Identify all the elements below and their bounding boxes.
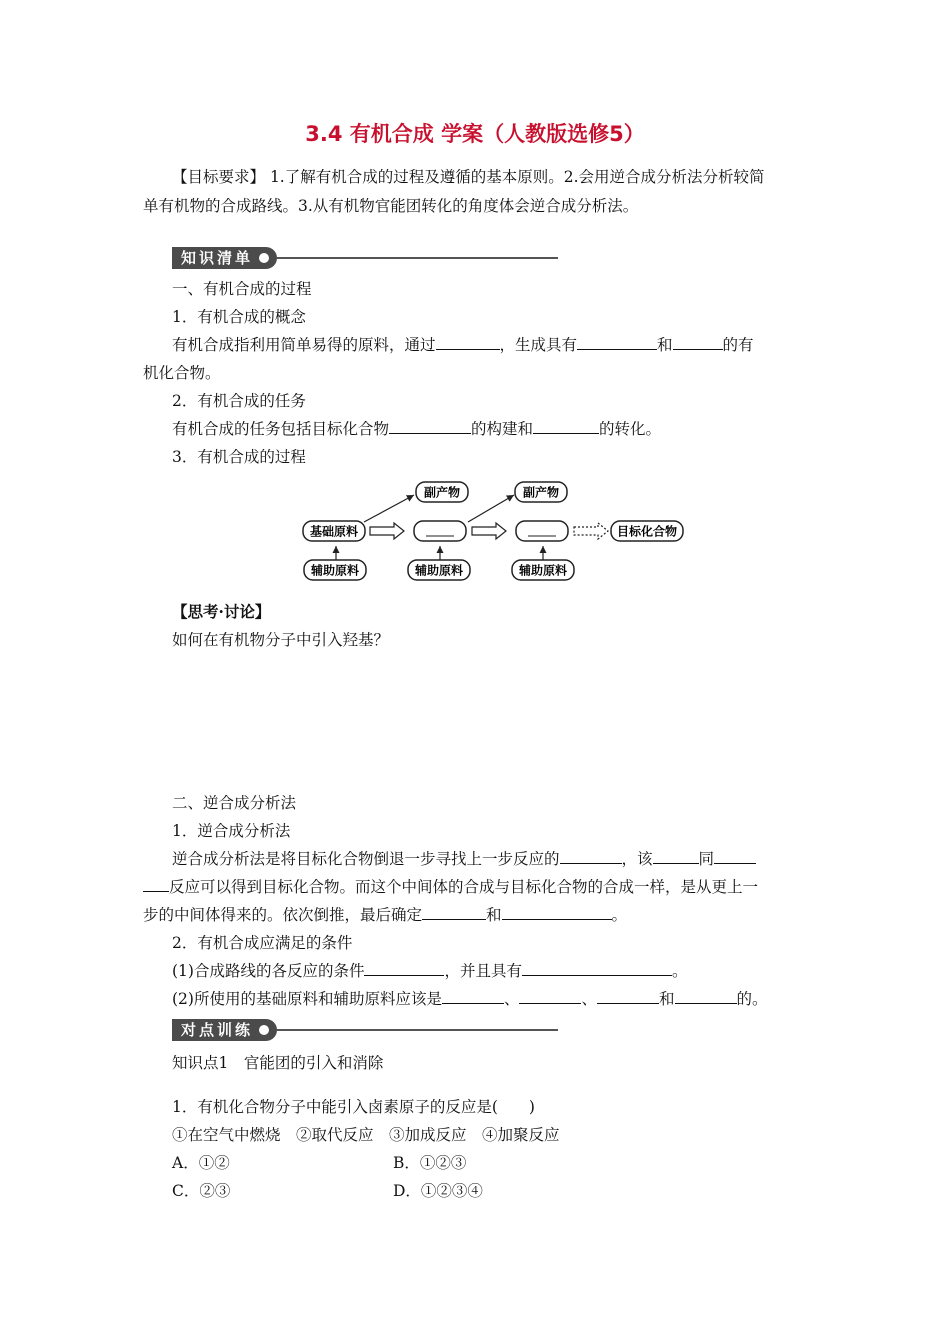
fill-blank[interactable] (364, 960, 444, 976)
text-run: 步的中间体得来的。依次倒推，最后确定 (143, 906, 423, 924)
fill-blank[interactable] (675, 988, 737, 1004)
banner-label: 知识清单 (181, 249, 254, 267)
aux-label-1: 辅助原料 (310, 563, 360, 578)
aux-material-box-1 (304, 560, 366, 580)
fill-blank[interactable] (442, 988, 504, 1004)
aux-material-box-2 (408, 560, 470, 580)
section1-item1-title: 1．有机合成的概念 (172, 308, 306, 326)
page-title: 3.4 有机合成 学案（人教版选修5） (305, 122, 645, 146)
synthesis-process-diagram (300, 478, 690, 584)
text-run: 和 (659, 990, 675, 1008)
knowledge-point: 知识点1 官能团的引入和消除 (172, 1054, 384, 1072)
text-run: 同 (698, 850, 715, 868)
base-material-box (303, 521, 365, 541)
text-run: ，该 (621, 850, 653, 868)
targeted-training-banner (172, 1018, 558, 1042)
text-run: 。 (611, 906, 628, 924)
text-run: 的转化。 (599, 420, 662, 438)
fill-blank[interactable] (522, 960, 672, 976)
section2-p3 (143, 904, 627, 926)
text-run: 逆合成分析法是将目标化合物倒退一步寻找上一步反应的 (172, 850, 560, 868)
question-1-items: ①在空气中燃烧 ②取代反应 ③加成反应 ④加聚反应 (172, 1126, 560, 1144)
section1-item1-text-cont: 机化合物。 (143, 364, 221, 382)
discussion-question: 如何在有机物分子中引入羟基？ (172, 631, 390, 649)
option-d[interactable]: D．①②③④ (393, 1182, 483, 1200)
aux-label-3: 辅助原料 (518, 563, 568, 578)
objectives-line-2: 单有机物的合成路线。3.从有机物官能团转化的角度体会逆合成分析法。 (143, 197, 639, 215)
aux-label-2: 辅助原料 (414, 563, 464, 578)
objectives-line-1 (172, 166, 765, 188)
section2-heading: 二、逆合成分析法 (172, 794, 297, 812)
text-run: 、 (503, 990, 520, 1008)
section1-heading: 一、有机合成的过程 (172, 280, 312, 298)
banner-tag (172, 247, 277, 269)
banner-label: 对点训练 (181, 1021, 254, 1039)
fill-blank[interactable] (597, 988, 659, 1004)
objectives-text-1: 1.了解有机合成的过程及遵循的基本原则。2.会用逆合成分析法分析较简 (265, 168, 765, 186)
fill-blank[interactable] (389, 418, 471, 434)
dashed-arrow-icon (574, 523, 608, 539)
hollow-arrow-icon-2 (472, 523, 506, 539)
section1-item2-text (172, 418, 661, 440)
text-run: 的。 (736, 990, 768, 1008)
section1-item2-title: 2．有机合成的任务 (172, 392, 306, 410)
target-compound-box (611, 521, 683, 541)
section2-condition-1 (172, 960, 688, 982)
byproduct-label-1: 副产物 (423, 485, 461, 500)
fill-blank[interactable] (519, 988, 581, 1004)
text-run: 有机合成指利用简单易得的原料，通过 (172, 336, 436, 354)
text-run: 的构建和 (471, 420, 534, 438)
base-material-label: 基础原料 (309, 524, 359, 539)
section2-p1 (172, 848, 756, 870)
fill-blank[interactable] (422, 904, 486, 920)
text-run: 和 (486, 906, 502, 924)
arrow-to-byproduct-1 (364, 495, 414, 522)
byproduct-box-2 (515, 482, 567, 502)
arrow-to-byproduct-2 (468, 495, 514, 522)
banner-rule (277, 1029, 558, 1031)
fill-blank[interactable] (673, 334, 723, 350)
question-1: 1．有机化合物分子中能引入卤素原子的反应是( ) (172, 1098, 535, 1116)
option-b[interactable]: B．①②③ (393, 1154, 467, 1172)
fill-blank[interactable] (533, 418, 599, 434)
dot-icon (259, 253, 269, 263)
objectives-label: 【目标要求】 (172, 168, 266, 186)
fill-blank[interactable] (714, 848, 756, 864)
banner-tag (172, 1019, 277, 1041)
text-run: (2)所使用的基础原料和辅助原料应该是 (172, 990, 442, 1008)
knowledge-list-banner (172, 246, 558, 270)
section2-p2 (143, 876, 758, 898)
option-c[interactable]: C．②③ (172, 1182, 231, 1200)
fill-blank[interactable] (502, 904, 612, 920)
text-run: 和 (657, 336, 673, 354)
section2-item2-title: 2．有机合成应满足的条件 (172, 934, 353, 952)
fill-blank[interactable] (653, 848, 699, 864)
text-run: ，生成具有 (499, 336, 578, 354)
fill-blank[interactable] (143, 876, 169, 892)
text-run: (1)合成路线的各反应的条件 (172, 962, 365, 980)
text-run: 、 (581, 990, 597, 1008)
text-run: ，并且具有 (444, 962, 522, 980)
intermediate-box-1 (414, 521, 466, 541)
dot-icon (259, 1025, 269, 1035)
fill-blank[interactable] (577, 334, 657, 350)
text-run: 的有 (722, 336, 754, 354)
target-compound-label: 目标化合物 (616, 524, 678, 539)
fill-blank[interactable] (436, 334, 500, 350)
banner-rule (277, 257, 558, 259)
text-run: 。 (671, 962, 688, 980)
hollow-arrow-icon-1 (370, 523, 404, 539)
aux-material-box-3 (512, 560, 574, 580)
discussion-label: 【思考·讨论】 (172, 602, 271, 621)
section1-item1-text (172, 334, 754, 356)
byproduct-box-1 (416, 482, 468, 502)
fill-blank[interactable] (560, 848, 622, 864)
section1-item3-title: 3．有机合成的过程 (172, 448, 306, 466)
section2-item1-title: 1．逆合成分析法 (172, 822, 291, 840)
intermediate-box-2 (516, 521, 568, 541)
text-run: 反应可以得到目标化合物。而这个中间体的合成与目标化合物的合成一样，是从更上一 (169, 878, 759, 896)
text-run: 有机合成的任务包括目标化合物 (172, 420, 390, 438)
byproduct-label-2: 副产物 (522, 485, 560, 500)
option-a[interactable]: A．①② (172, 1154, 230, 1172)
section2-condition-2 (172, 988, 768, 1010)
